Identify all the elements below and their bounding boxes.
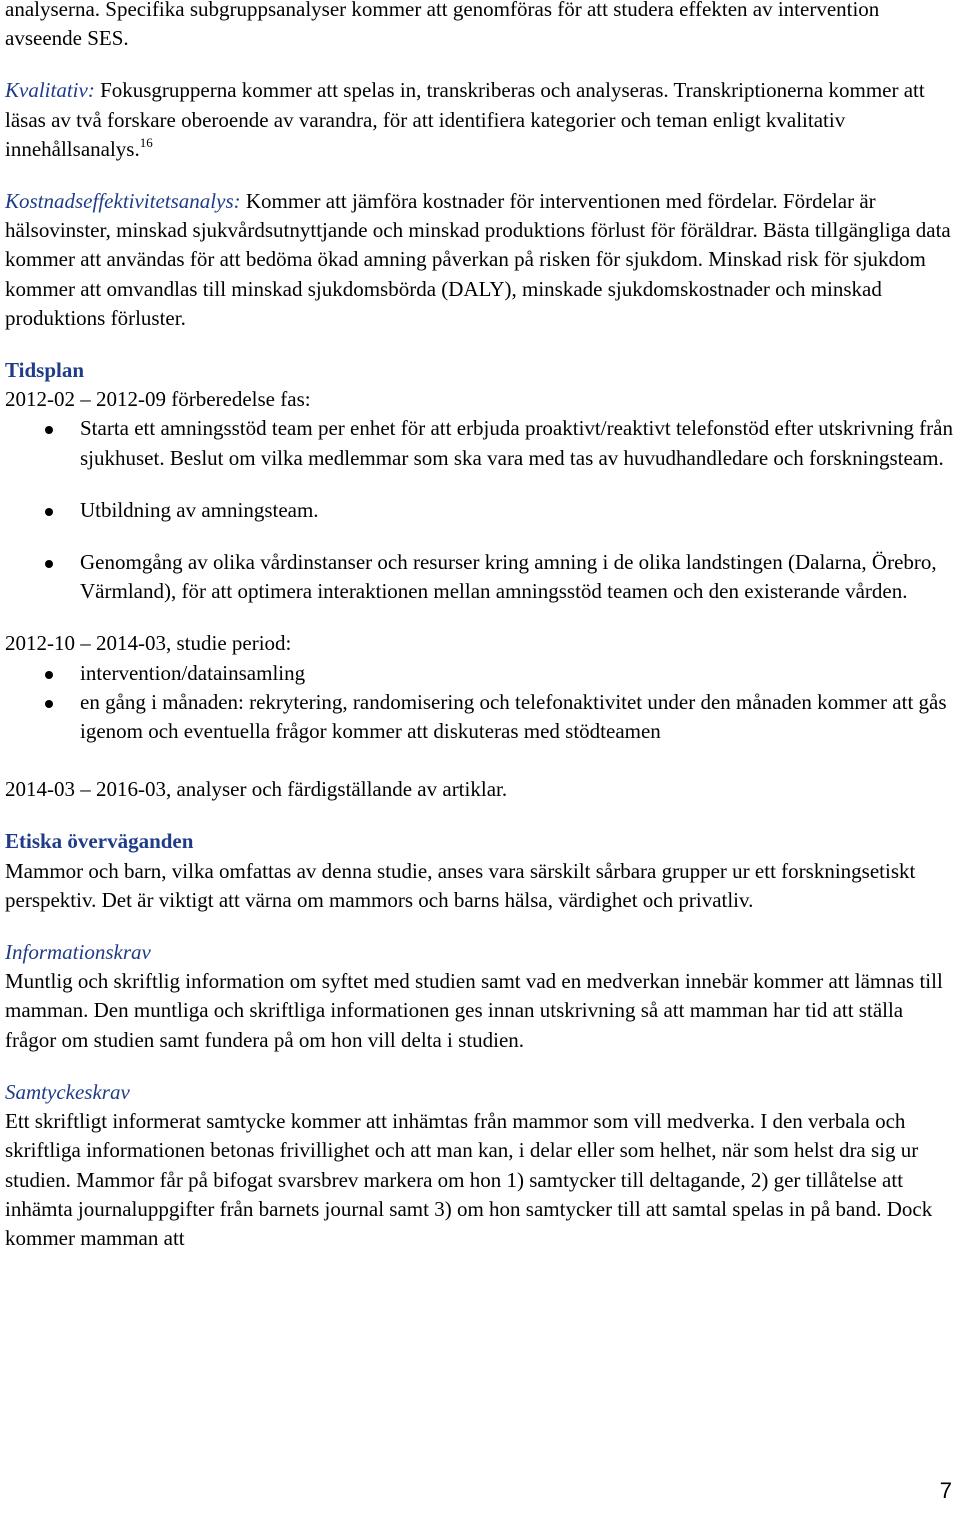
bullet-icon: [45, 426, 53, 434]
phase1-title: 2012-02 – 2012-09 förberedelse fas:: [5, 387, 311, 412]
page-number: 7: [939, 1478, 952, 1503]
list-item: Utbildning av amningsteam.: [5, 496, 953, 525]
cost-label: Kostnadseffektivitetsanalys:: [5, 189, 241, 214]
list-item: Starta ett amningsstöd team per enhet för att erbjuda proaktivt/reaktivt telefonstöd efter utskrivning från sjukhuset. Beslut om vilka medlemmar som ska vara med tas av huvudhandledare och forskningsteam.: [5, 414, 953, 472]
cost-paragraph: [5, 187, 953, 333]
qualitative-paragraph: [5, 76, 953, 164]
cost-text: Kommer att jämföra kostnader för interventionen med fördelar. Fördelar är hälsovinster, minskad sjukvårdsutnyttjande och minskad produktions förlust för föräldrar. Bästa tillgängliga data kommer att användas för att bedöma ökad amning påverkan på risken för sjukdom. Minskad risk för sjukdom kommer att omvandlas till minskad sjukdomsbörda (DALY), minskade sjukdomskostnader och minskad produktions förluster.: [5, 189, 951, 330]
consent-paragraph: Ett skriftligt informerat samtycke kommer att inhämtas från mammor som vill medverka. I den verbala och skriftliga informationen betonas frivillighet och att man kan, i delar eller som helhet, när som helst dra sig ur studien. Mammor får på bifogat svarsbrev markera om hon 1) samtycker till deltagande, 2) ger tillåtelse att inhämta journaluppgifter från barnets journal samt 3) om hon samtycker till att samtal spelas in på band. Dock kommer mamman att: [5, 1109, 933, 1250]
information-heading: Informationskrav: [5, 940, 151, 965]
consent-heading: Samtyckeskrav: [5, 1079, 130, 1104]
qualitative-text: Fokusgrupperna kommer att spelas in, transkriberas och analyseras. Transkriptionerna kommer att läsas av två forskare oberoende av varandra, för att identifiera kategorier och teman enligt kvalitativ innehållsanalys.: [5, 78, 925, 161]
ethics-heading: Etiska överväganden: [5, 829, 194, 854]
document-page: [5, 0, 953, 1253]
bullet-icon: [45, 671, 53, 679]
bullet-icon: [45, 700, 53, 708]
timeline-heading: Tidsplan: [5, 358, 85, 383]
phase2-list: [5, 659, 953, 747]
list-item: en gång i månaden: rekrytering, randomisering och telefonaktivitet under den månaden kommer att gås igenom och eventuella frågor kommer att diskuteras med stödteamen: [5, 688, 953, 746]
intro-paragraph: analyserna. Specifika subgruppsanalyser kommer att genomföras för att studera effekten av intervention avseende SES.: [5, 0, 880, 51]
information-paragraph: Muntlig och skriftlig information om syftet med studien samt vad en medverkan innebär kommer att lämnas till mamman. Den muntliga och skriftliga informationen ges innan utskrivning så att mamman har tid att ställa frågor om studien samt fundera på om hon vill delta i studien.: [5, 969, 943, 1052]
bullet-icon: [45, 508, 53, 516]
reference-superscript: 16: [139, 134, 153, 150]
qualitative-label: Kvalitativ:: [5, 78, 95, 103]
phase3-title: 2014-03 – 2016-03, analyser och färdigställande av artiklar.: [5, 777, 508, 802]
list-item: Genomgång av olika vårdinstanser och resurser kring amning i de olika landstingen (Dalarna, Örebro, Värmland), för att optimera interaktionen mellan amningsstöd teamen och den existerande vården.: [5, 548, 953, 606]
phase2-title: 2012-10 – 2014-03, studie period:: [5, 631, 292, 656]
bullet-icon: [45, 560, 53, 568]
ethics-paragraph: Mammor och barn, vilka omfattas av denna studie, anses vara särskilt sårbara grupper ur ett forskningsetiskt perspektiv. Det är viktigt att värna om mammors och barns hälsa, värdighet och privatliv.: [5, 858, 916, 912]
list-item: intervention/datainsamling: [5, 659, 953, 688]
phase1-list: [5, 414, 953, 606]
